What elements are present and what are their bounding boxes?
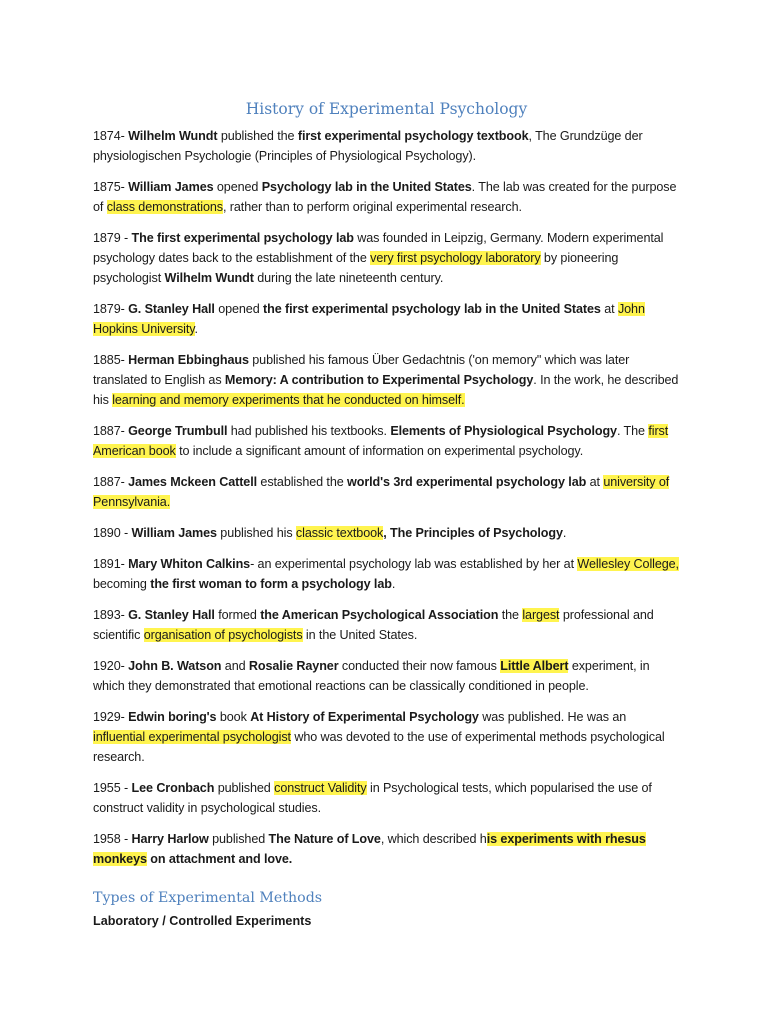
entry-text: 1955 -: [93, 781, 132, 795]
entry-text: 1887-: [93, 424, 129, 438]
bold-text: , The Principles of Psychology: [383, 526, 563, 540]
entry-text: 1874-: [93, 129, 129, 143]
document-title: History of Experimental Psychology: [245, 100, 528, 118]
entry-text: and: [221, 659, 249, 673]
entry-text: published: [208, 832, 269, 846]
timeline-entry: [93, 350, 680, 410]
entry-text: professional and scientific: [93, 608, 654, 642]
entry-text: 1893-: [93, 608, 129, 622]
highlighted-text: classic textbook: [295, 526, 384, 540]
entry-text: was published. He was an: [478, 710, 627, 724]
highlighted-text: organisation of psychologists: [143, 628, 303, 642]
highlighted-text: construct Validity: [274, 781, 367, 795]
entry-text: book: [216, 710, 251, 724]
entry-text: to include a significant amount of information on experimental psychology.: [175, 444, 584, 458]
timeline-entry: [93, 126, 680, 166]
entry-text: . The lab was created for the purpose of: [93, 180, 677, 214]
highlighted-text: Wellesley College,: [577, 557, 679, 571]
entry-text: 1879 -: [93, 231, 132, 245]
bold-text: Lee Cronbach: [131, 781, 215, 795]
entry-text: opened: [213, 180, 262, 194]
highlighted-text: university of Pennsylvania.: [93, 475, 670, 509]
bold-text: Wilhelm Wundt: [128, 129, 218, 143]
entry-text: 1958 -: [93, 832, 132, 846]
entry-text: the: [498, 608, 523, 622]
entry-text: becoming: [93, 577, 151, 591]
timeline-entry: [93, 177, 680, 217]
bold-text: G. Stanley Hall: [128, 302, 215, 316]
bold-text: James Mckeen Cattell: [128, 475, 258, 489]
entry-text: at: [600, 302, 618, 316]
bold-text: Memory: A contribution to Experimental Psychology: [224, 373, 534, 387]
bold-text: G. Stanley Hall: [128, 608, 215, 622]
timeline-entry: [93, 228, 680, 288]
timeline-entry: [93, 472, 680, 512]
timeline-entry: [93, 554, 680, 594]
bold-text: William James: [131, 526, 217, 540]
highlighted-text: very first psychology laboratory: [370, 251, 541, 265]
bold-text: world's 3rd experimental psychology lab: [347, 475, 587, 489]
entry-text: published his: [216, 526, 296, 540]
highlighted-text: first American book: [93, 424, 669, 458]
bold-text: Psychology lab in the United States: [261, 180, 472, 194]
entry-text: . The: [616, 424, 649, 438]
timeline-entry: [93, 523, 680, 543]
bold-text: Rosalie Rayner: [248, 659, 339, 673]
highlighted-text: class demonstrations: [106, 200, 223, 214]
bold-text: on attachment and love.: [146, 852, 293, 866]
bold-text: The first experimental psychology lab: [131, 231, 354, 245]
entry-text: 1929-: [93, 710, 129, 724]
timeline-entry: [93, 605, 680, 645]
entry-text: 1879-: [93, 302, 129, 316]
highlighted-text: Little Albert: [500, 659, 569, 673]
entry-text: conducted their now famous: [338, 659, 501, 673]
entry-text: established the: [257, 475, 348, 489]
bold-text: the American Psychological Association: [260, 608, 499, 622]
bold-text: Edwin boring's: [128, 710, 217, 724]
timeline-entry: [93, 299, 680, 339]
timeline-entry: [93, 656, 680, 696]
timeline-entries: [93, 126, 680, 869]
entry-text: 1920-: [93, 659, 129, 673]
entry-text: had published his textbooks.: [227, 424, 391, 438]
highlighted-text: is experiments with rhesus monkeys: [93, 832, 646, 866]
bold-text: At History of Experimental Psychology: [250, 710, 479, 724]
bold-text: George Trumbull: [128, 424, 228, 438]
entry-text: 1875-: [93, 180, 129, 194]
entry-text: was founded in Leipzig, Germany. Modern experimental psychology dates back to the establishment of the: [93, 231, 664, 265]
timeline-entry: [93, 707, 680, 767]
bold-text: Elements of Physiological Psychology: [390, 424, 617, 438]
entry-text: during the late nineteenth century.: [253, 271, 444, 285]
entry-text: at: [586, 475, 604, 489]
bold-text: Harry Harlow: [131, 832, 209, 846]
entry-text: , which described h: [380, 832, 487, 846]
highlighted-text: John Hopkins University: [93, 302, 645, 336]
entry-text: formed: [214, 608, 261, 622]
highlighted-text: influential experimental psychologist: [93, 730, 291, 744]
entry-text: .: [391, 577, 396, 591]
entry-text: by pioneering psychologist: [93, 251, 619, 285]
bold-text: Wilhelm Wundt: [164, 271, 254, 285]
bold-text: The Nature of Love: [268, 832, 381, 846]
highlighted-text: largest: [522, 608, 560, 622]
entry-text: in the United States.: [302, 628, 418, 642]
bold-text: first experimental psychology textbook: [297, 129, 529, 143]
subheading: Laboratory / Controlled Experiments: [93, 914, 312, 928]
timeline-entry: [93, 829, 680, 869]
entry-text: - an experimental psychology lab was established by her at: [250, 557, 578, 571]
entry-text: who was devoted to the use of experimental methods psychological research.: [93, 730, 665, 764]
section-heading: Types of Experimental Methods: [93, 890, 323, 906]
entry-text: .: [562, 526, 567, 540]
bold-text: the first woman to form a psychology lab: [150, 577, 392, 591]
entry-text: opened: [214, 302, 264, 316]
timeline-entry: [93, 421, 680, 461]
highlighted-text: learning and memory experiments that he conducted on himself.: [112, 393, 465, 407]
entry-text: in Psychological tests, which popularised the use of construct validity in psychological studies.: [93, 781, 652, 815]
timeline-entry: [93, 778, 680, 818]
entry-text: published his famous Über Gedachtnis ('on memory" which was later translated to English as: [93, 353, 630, 387]
entry-text: . In the work, he described his: [93, 373, 679, 407]
bold-text: William James: [128, 180, 214, 194]
entry-text: 1891-: [93, 557, 129, 571]
bold-text: the first experimental psychology lab in the United States: [263, 302, 601, 316]
entry-text: published: [214, 781, 275, 795]
bold-text: Mary Whiton Calkins: [128, 557, 251, 571]
entry-text: .: [194, 322, 198, 336]
entry-text: experiment, in which they demonstrated that emotional reactions can be classically conditioned in people.: [93, 659, 650, 693]
entry-text: 1885-: [93, 353, 129, 367]
bold-text: Herman Ebbinghaus: [128, 353, 249, 367]
entry-text: 1887-: [93, 475, 129, 489]
entry-text: , rather than to perform original experimental research.: [223, 200, 522, 214]
entry-text: published the: [217, 129, 298, 143]
bold-text: John B. Watson: [128, 659, 222, 673]
entry-text: 1890 -: [93, 526, 132, 540]
entry-text: , The Grundzüge der physiologischen Psychologie (Principles of Physiological Psychology).: [93, 129, 643, 163]
